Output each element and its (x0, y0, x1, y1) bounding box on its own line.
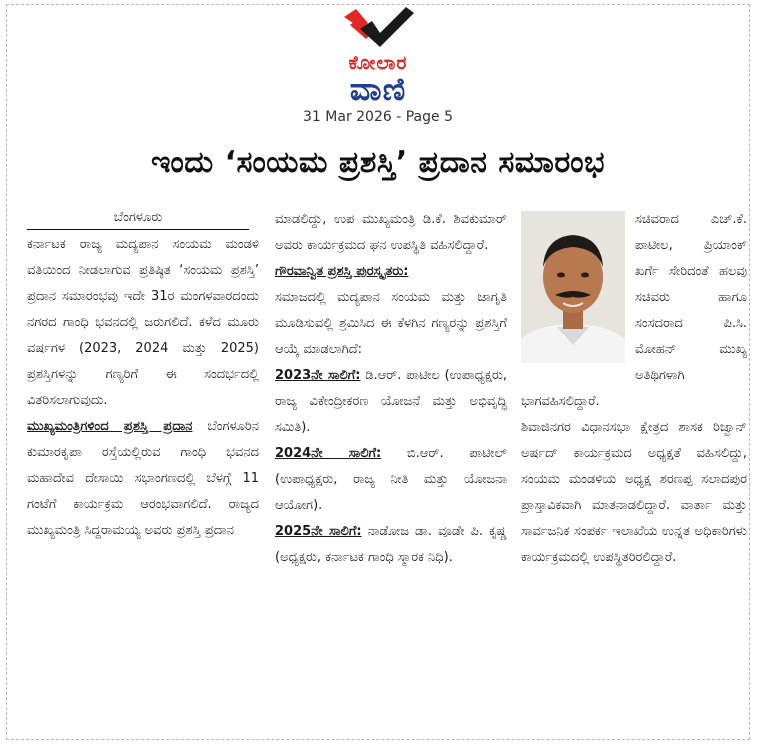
col1-paragraph-2 (27, 414, 259, 544)
award-2023 (275, 363, 507, 441)
award-2023-text: ಡಿ.ಆರ್. ಪಾಟೀಲ (ಉಪಾಧ್ಯಕ್ಷರು, ರಾಜ್ಯ ವಿಕೇಂದ್ರೀಕರಣ ಯೋಜನೆ ಮತ್ತು ಅಭಿವೃದ್ಧಿ ಸಮಿತಿ). (275, 368, 507, 435)
article-column-2 (275, 207, 507, 571)
logo-top-text: ಕೋಲಾರ (348, 52, 408, 74)
article-column-1 (27, 207, 259, 544)
award-2025-text: ನಾಡೋಜ ಡಾ. ವೂಡೇ ಪಿ. ಕೃಷ್ಣ (ಅಧ್ಯಕ್ಷರು, ಕರ್ನಾಟಕ ಗಾಂಧಿ ಸ್ಮಾರಕ ನಿಧಿ). (275, 524, 508, 565)
award-2024-text: ಬಿ.ಆರ್. ಪಾಟೀಲ್ (ಉಪಾಧ್ಯಕ್ಷರು, ರಾಜ್ಯ ನೀತಿ ಮತ್ತು ಯೋಜನಾ ಆಯೋಗ). (275, 446, 508, 513)
award-2025-label: 2025ನೇ ಸಾಲಿಗೆ: (275, 524, 362, 539)
subheading-cm: ಮುಖ್ಯಮಂತ್ರಿಗಳಿಂದ ಪ್ರಶಸ್ತಿ ಪ್ರದಾನ (27, 419, 193, 434)
dateline: ಬೆಂಗಳೂರು (27, 207, 249, 230)
portrait-photo (521, 211, 625, 363)
portrait-illustration (521, 211, 625, 363)
award-2025 (275, 519, 507, 571)
page-date: 31 Mar 2026 - Page 5 (303, 109, 453, 125)
col3-paragraph-1: ಸಚಿವರಾದ ಎಚ್.ಕೆ. ಪಾಟೀಲ, ಪ್ರಿಯಾಂಕ್ ಖರ್ಗೆ ಸೇರಿದಂತೆ ಹಲವು ಸಚಿವರು ಹಾಗೂ ಸಂಸದರಾದ ಪಿ.ಸಿ. ಮೋಹನ್ ಮುಖ್ಯ ಅತಿಥಿಗಳಾಗಿ ಭಾಗವಹಿಸಲಿದ್ದಾರೆ. (521, 212, 747, 409)
col1-paragraph-1: ಕರ್ನಾಟಕ ರಾಜ್ಯ ಮದ್ಯಪಾನ ಸಂಯಮ ಮಂಡಳಿ ವತಿಯಿಂದ ನೀಡಲಾಗುವ ಪ್ರತಿಷ್ಠಿತ ‘ಸಂಯಮ ಪ್ರಶಸ್ತಿ’ ಪ್ರದಾನ ಸಮಾರಂಭವು ಇದೇ 31ರ ಮಂಗಳವಾರದಂದು ನಗರದ ಗಾಂಧಿ ಭವನದಲ್ಲಿ ಜರುಗಲಿದೆ. ಕಳೆದ ಮೂರು ವರ್ಷಗಳ (2023, 2024 ಮತ್ತು 2025) ಪ್ರಶಸ್ತಿಗಳನ್ನು ಗಣ್ಯರಿಗೆ ಈ ಸಂದರ್ಭದಲ್ಲಿ ವಿತರಿಸಲಾಗುವುದು. (27, 237, 259, 408)
headline: ಇಂದು ‘ಸಂಯಮ ಪ್ರಶಸ್ತಿ’ ಪ್ರದಾನ ಸಮಾರಂಭ (150, 145, 606, 180)
award-2023-label: 2023ನೇ ಸಾಲಿಗೆ: (275, 368, 361, 383)
col2-paragraph-1: ಮಾಡಲಿದ್ದು, ಉಪ ಮುಖ್ಯಮಂತ್ರಿ ಡಿ.ಕೆ. ಶಿವಕುಮಾರ್ ಅವರು ಕಾರ್ಯಕ್ರಮದ ಘನ ಉಪಸ್ಥಿತಿ ವಹಿಸಲಿದ್ದಾರೆ. (275, 212, 507, 253)
checkmark-logo-icon (342, 7, 414, 49)
col1-paragraph-2-text: ಬೆಂಗಳೂರಿನ ಕುಮಾರಕೃಪಾ ರಸ್ತೆಯಲ್ಲಿರುವ ಗಾಂಧಿ ಭವನದ ಮಹಾದೇವ ದೇಸಾಯಿ ಸಭಾಂಗಣದಲ್ಲಿ ಬೆಳಗ್ಗೆ 11 ಗಂಟೆಗೆ ಕಾರ್ಯಕ್ರಮ ಆರಂಭವಾಗಲಿದೆ. ರಾಜ್ಯದ ಮುಖ್ಯಮಂತ್ರಿ ಸಿದ್ದರಾಮಯ್ಯ ಅವರು ಪ್ರಶಸ್ತಿ ಪ್ರದಾನ (27, 419, 260, 538)
article-column-3 (521, 207, 747, 571)
masthead-logo (7, 7, 749, 108)
newspaper-page (6, 4, 750, 740)
subheading-awardees: ಗೌರವಾನ್ವಿತ ಪ್ರಶಸ್ತಿ ಪುರಸ್ಕೃತರು: (275, 264, 409, 279)
award-2024-label: 2024ನೇ ಸಾಲಿಗೆ: (275, 446, 382, 461)
col2-paragraph-2: ಸಮಾಜದಲ್ಲಿ ಮದ್ಯಪಾನ ಸಂಯಮ ಮತ್ತು ಜಾಗೃತಿ ಮೂಡಿಸುವಲ್ಲಿ ಶ್ರಮಿಸಿದ ಈ ಕೆಳಗಿನ ಗಣ್ಯರನ್ನು ಪ್ರಶಸ್ತಿಗೆ ಆಯ್ಕೆ ಮಾಡಲಾಗಿದೆ: (275, 290, 507, 357)
award-2024 (275, 441, 507, 519)
logo-main-text: ವಾಣಿ (349, 70, 407, 108)
col3-paragraph-2: ಶಿವಾಜಿನಗರ ವಿಧಾನಸಭಾ ಕ್ಷೇತ್ರದ ಶಾಸಕ ರಿಜ್ವಾನ್ ಅರ್ಷದ್ ಕಾರ್ಯಕ್ರಮದ ಅಧ್ಯಕ್ಷತೆ ವಹಿಸಲಿದ್ದು, ಸಂಯಮ ಮಂಡಳಿಯ ಅಧ್ಯಕ್ಷ ಶರಣಪ್ಪ ಸಲಾದಪುರ ಪ್ರಾಸ್ತಾವಿಕವಾಗಿ ಮಾತನಾಡಲಿದ್ದಾರೆ. ವಾರ್ತಾ ಮತ್ತು ಸಾರ್ವಜನಿಕ ಸಂಪರ್ಕ ಇಲಾಖೆಯ ಉನ್ನತ ಅಧಿಕಾರಿಗಳು ಕಾರ್ಯಕ್ರಮದಲ್ಲಿ ಉಪಸ್ಥಿತರಿರಲಿದ್ದಾರೆ. (521, 420, 747, 565)
